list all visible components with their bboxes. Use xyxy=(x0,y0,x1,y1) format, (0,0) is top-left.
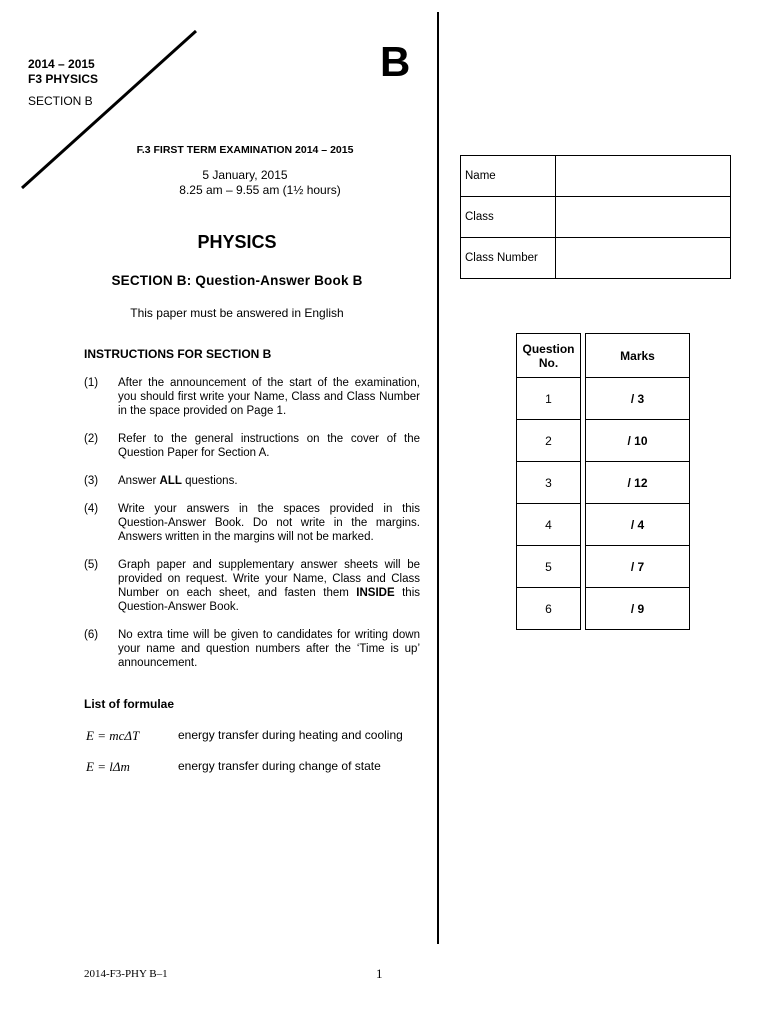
instruction-text: Write your answers in the spaces provided in this Question-Answer Book. Do not write in the margins. Answers written in the margins will not be marked. xyxy=(118,503,420,543)
instruction-text-post: questions. xyxy=(181,475,238,487)
marks-cell: / 3 xyxy=(586,378,689,420)
class-number-label: Class Number xyxy=(461,238,556,279)
class-label: Class xyxy=(461,197,556,238)
name-label: Name xyxy=(461,156,556,197)
instruction-text-pre: Answer xyxy=(118,475,160,487)
class-field[interactable] xyxy=(556,197,731,238)
footer-code: 2014-F3-PHY B–1 xyxy=(84,968,168,980)
section-letter: B xyxy=(380,38,411,85)
instruction-item xyxy=(84,376,420,418)
instruction-item xyxy=(84,628,420,670)
instruction-text xyxy=(118,558,420,614)
question-number: 3 xyxy=(517,462,580,504)
formulae-heading: List of formulae xyxy=(84,697,175,711)
marks-cell: / 7 xyxy=(586,546,689,588)
marks-cell: / 12 xyxy=(586,462,689,504)
instruction-item xyxy=(84,558,420,614)
instruction-number: (1) xyxy=(84,377,99,389)
question-number: 4 xyxy=(517,504,580,546)
section-title: SECTION B: Question-Answer Book B xyxy=(111,273,363,288)
marks-cell: / 9 xyxy=(630,601,645,616)
instructions-heading: INSTRUCTIONS FOR SECTION B xyxy=(84,347,272,361)
instruction-text: No extra time will be given to candidates for writing down your name and question numbers after the ‘Time is up’ announcement. xyxy=(118,629,420,669)
formula-equation: E = lΔm xyxy=(86,759,130,774)
question-number: 2 xyxy=(517,420,580,462)
page-number: 1 xyxy=(376,966,383,981)
instruction-number: (4) xyxy=(84,503,99,515)
exam-time: 8.25 am – 9.55 am (1½ hours) xyxy=(179,183,341,197)
instruction-item xyxy=(84,432,420,460)
instruction-emphasis: ALL xyxy=(159,475,182,487)
paper-title: PHYSICS xyxy=(197,232,277,252)
candidate-info-table xyxy=(460,155,731,279)
instruction-text: Refer to the general instructions on the cover of the Question Paper for Section A. xyxy=(118,433,420,459)
instruction-text-post: this Question-Answer Book. xyxy=(118,587,421,613)
instruction-text-pre: Graph paper and supplementary answer sheets will be provided on request. Write your Name, Class and Class Number on each sheet, and fasten them xyxy=(118,559,420,599)
marks-cell: / 4 xyxy=(586,504,689,546)
instruction-number: (2) xyxy=(84,433,99,445)
exam-date: 5 January, 2015 xyxy=(202,168,288,182)
marks-cell: / 10 xyxy=(586,420,689,462)
language-note: This paper must be answered in English xyxy=(130,306,344,320)
instruction-number: (6) xyxy=(84,629,99,641)
question-number: 6 xyxy=(545,601,552,616)
instruction-item xyxy=(84,502,420,544)
instruction-item xyxy=(84,474,420,488)
instruction-number: (3) xyxy=(84,475,99,487)
question-number: 1 xyxy=(517,378,580,420)
instruction-number: (5) xyxy=(84,559,99,571)
question-number: 5 xyxy=(517,546,580,588)
question-column xyxy=(516,333,581,630)
school-year: 2014 – 2015 xyxy=(28,57,95,71)
name-field[interactable] xyxy=(556,156,731,197)
question-header: Question No. xyxy=(517,334,580,378)
instruction-emphasis: INSIDE xyxy=(356,587,395,599)
marks-column xyxy=(585,333,690,630)
subject-code: F3 PHYSICS xyxy=(28,72,99,86)
instruction-text: After the announcement of the start of the examination, you should first write your Name, Class and Class Number in the space provided on Page 1. xyxy=(118,377,420,417)
formula-description: energy transfer during heating and cooling xyxy=(178,728,403,742)
formula-description: energy transfer during change of state xyxy=(178,759,381,773)
instruction-text xyxy=(118,474,420,488)
formula-equation: E = mcΔT xyxy=(86,728,140,743)
section-tag: SECTION B xyxy=(28,94,93,108)
marks-header: Marks xyxy=(586,334,689,378)
class-number-field[interactable] xyxy=(556,238,731,279)
exam-title: F.3 FIRST TERM EXAMINATION 2014 – 2015 xyxy=(136,144,354,156)
